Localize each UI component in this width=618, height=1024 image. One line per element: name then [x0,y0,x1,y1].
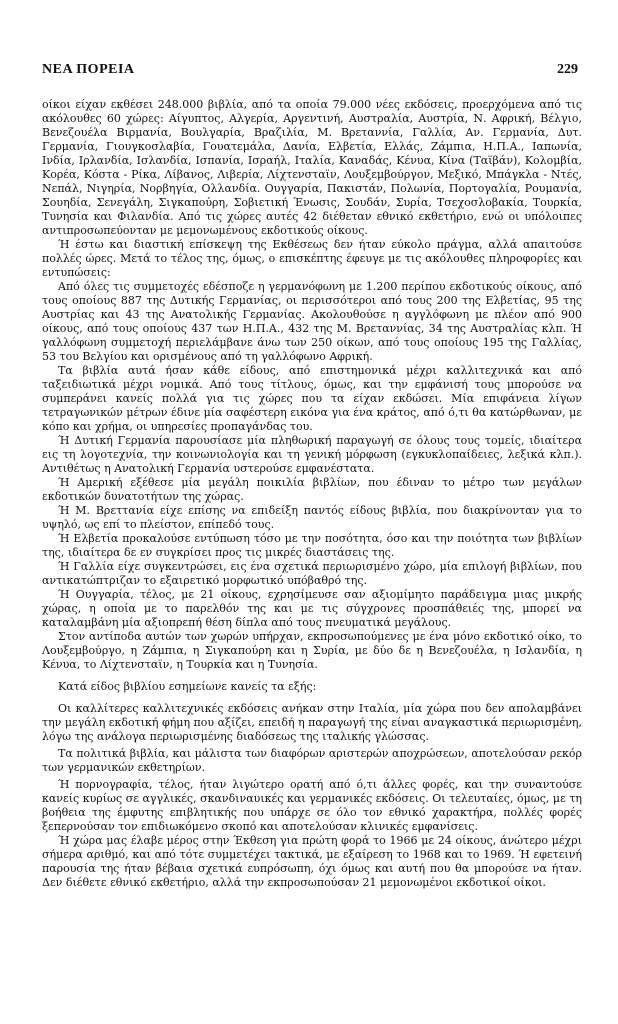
paragraph: Τα βιβλία αυτά ήσαν κάθε είδους, από επιστημονικά μέχρι καλλιτεχνικά και από ταξειδιωτικά μέχρι νομικά. Από τους τίτλους, όμως, και την εμφάνισή τους μπορούσε να συμπεράνει κανείς πολλά για τις χώρες που τα είχαν εκδώσει. Μία επιφάνεια λίγων τετραγωνικών μέτρων έδινε μία σαφέστερη εικόνα για ένα κράτος, από ό,τι θα κατώρθωναν, με κόπο και χρήμα, οι υπηρεσίες προπαγάνδας του. [42,364,582,433]
paragraph: Ή Ελβετία προκαλούσε εντύπωση τόσο με την ποσότητα, όσο και την ποιότητα των βιβλίων της, ιδιαίτερα δε εν συγκρίσει προς τις μικρές διαστάσεις της. [42,532,582,559]
paragraph: Ή έστω και διαστική επίσκεψη της Εκθέσεως δεν ήταν εύκολο πράγμα, αλλά απαιτούσε πολλές ώρες. Μετά το τέλος της, όμως, ο επισκέπτης έφευγε με τις ακόλουθες πληροφορίες και εντυπώσεις: [42,238,582,279]
paragraph: οίκοι είχαν εκθέσει 248.000 βιβλία, από τα οποία 79.000 νέες εκδόσεις, προερχόμενα από τις ακόλουθες 60 χώρες: Αίγυπτος, Αλγερία, Αργεντινή, Αυστραλία, Αυστρία, Ν. Αφρική, Βέλγιο, Βενεζουέλα Βιρμανία, Βουλγαρία, Βραζιλία, Μ. Βρεταννία, Γαλλία, Αν. Γερμανία, Δυτ. Γερμανία, Γιουγκοσλαβία, Γουατεμάλα, Δανία, Ελβετία, Ελλάς, Ζάμπια, Η.Π.Α., Ιαπωνία, Ινδία, Ιρλανδία, Ισλανδία, Ισπανία, Ισραήλ, Ιταλία, Καναδάς, Κένυα, Κίνα (Ταϊβάν), Κολομβία, Κορέα, Κόστα - Ρίκα, Λίβανος, Λιβερία, Λίχτενσταϊν, Λουξεμβούργον, Μεξικό, Μπάγκλα - Ντές, Νεπάλ, Νιγηρία, Νορβηγία, Ολλανδία. Ουγγαρία, Πακιστάν, Πολωνία, Πορτογαλία, Ρουμανία, Σουηδία, Σενεγάλη, Σιγκαπούρη, Σοβιετική Ένωσις, Σουδάν, Συρία, Τσεχοσλοβακία, Τουρκία, Τυνησία και Φιλανδία. Από τις χώρες αυτές 42 διέθεταν εθνικό εκθετήριο, ενώ οι υπόλοιπες αντιπροσωπεύονταν με μεμονωμένους εκδοτικούς οίκους. [42,98,582,237]
paragraph: Από όλες τις συμμετοχές εδέσποζε η γερμανόφωνη με 1.200 περίπου εκδοτικούς οίκους, από τους οποίους 887 της Δυτικής Γερμανίας, οι περισσότεροι από τους 200 της Ελβετίας, 95 της Αυστρίας και 43 της Ανατολικής Γερμανίας. Ακολουθούσε η αγγλόφωνη με πλέον από 900 οίκους, από τους οποίους 437 των Η.Π.Α., 432 της Μ. Βρεταννίας, 34 της Αυστραλίας κλπ. Ή γαλλόφωνη συμμετοχή περιελάμβανε άνω των 250 οίκων, από τους οποίους 195 της Γαλλίας, 53 του Βελγίου και ορισμένους από τη γαλλόφωνο Αφρική. [42,280,582,363]
paragraph: Ή Δυτική Γερμανία παρουσίασε μία πληθωρική παραγωγή σε όλους τους τομείς, ιδιαίτερα εις τη λογοτεχνία, την κοινωνιολογία και τη γενική μόρφωση (εγκυκλοπαίδειες, λεξικά κλπ.). Αντιθέτως η Ανατολική Γερμανία υστερούσε εμφανέστατα. [42,434,582,475]
paragraph: Κατά είδος βιβλίου εσημείωνε κανείς τα εξής: [58,680,317,693]
paragraph: Ή Μ. Βρεττανία είχε επίσης να επιδείξη παντός είδους βιβλία, που διακρίνονταν για το υψηλό, ως επί το πλείστον, επίπεδό τους. [42,504,582,531]
paragraph: Ή Γαλλία είχε συγκεντρώσει, εις ένα σχετικά περιωρισμένο χώρο, μία επιλογή βιβλίων, που αντικατώπτριζαν το εξαιρετικό μορφωτικό υπόβαθρό της. [42,560,582,587]
paragraph: Ή Ουγγαρία, τέλος, με 21 οίκους, εχρησίμευσε σαν αξιομίμητο παράδειγμα μιας μικρής χώρας, η οποία με το παρελθόν της και με τις σύγχρονες προσπάθειές της, μπορεί να καταλαμβάνη μία αξιοπρεπή θέση δίπλα από τους πνευματικά μεγάλους. [42,588,582,629]
paragraph: Τα πολιτικά βιβλία, και μάλιστα των διαφόρων αριστερών αποχρώσεων, αποτελούσαν ρεκόρ των γερμανικών εκθετηρίων. [42,747,582,774]
running-title: ΝΕΑ ΠΟΡΕΙΑ [42,62,135,77]
paragraph: Ή χώρα μας έλαβε μέρος στην Έκθεση για πρώτη φορά το 1966 με 24 οίκους, άνώτερο μέχρι σήμερα αριθμό, και από τότε συμμετέχει τακτικά, με εξαίρεση το 1968 και το 1969. Ή εφετεινή παρουσία της ήταν βέβαια σχετικά ευπρόσωπη, όχι όμως και αυτή που θα μπορούσε να ήταν. Δεν διέθετε εθνικό εκθετήριο, αλλά την εκπροσωπούσαν 21 μεμονωμένοι εκδοτικοί οίκοι. [42,834,582,889]
paragraph: Ή Αμερική εξέθεσε μία μεγάλη ποικιλία βιβλίων, που έδιναν το μέτρο των μεγάλων εκδοτικών δυνατοτήτων της χώρας. [42,476,582,503]
body-text [42,98,582,890]
page-header [42,62,578,82]
paragraph: Οι καλλίτερες καλλιτεχνικές εκδόσεις ανήκαν στην Ιταλία, μία χώρα που δεν απολαμβάνει την μεγάλη εκδοτική φήμη που αξίζει, επειδή η παραγωγή της είναι αναγκαστικά περιωρισμένη, λόγω της ανάλογα περιωρισμένης διαδόσεως της ιταλικής γλώσσας. [42,702,582,743]
paragraph: Στον αντίποδα αυτών των χωρών υπήρχαν, εκπροσωπούμενες με ένα μόνο εκδοτικό οίκο, το Λουξεμβούργο, η Ζάμπια, η Σιγκαπούρη και η Συρία, με δύο δε η Βενεζουέλα, η Ισλανδία, η Κένυα, το Λίχτενσταϊν, η Τουρκία και η Τυνησία. [42,630,582,671]
page-number: 229 [557,62,578,77]
paragraph: Ή πορνογραφία, τέλος, ήταν λιγώτερο ορατή από ό,τι άλλες φορές, και την συναντούσε κανείς κυρίως σε αγγλικές, σκανδιναυικές και γερμανικές εκδόσεις. Οι τελευταίες, όμως, με τη βοήθεια της έμφυτης επιβλητικής που υπάρχε σε όλο τον εθνικό χαρακτήρα, πολλές φορές ξεπερνούσαν τον επιδιωκόμενο σκοπό και αποτελούσαν κλινικές εμφανίσεις. [42,778,582,833]
